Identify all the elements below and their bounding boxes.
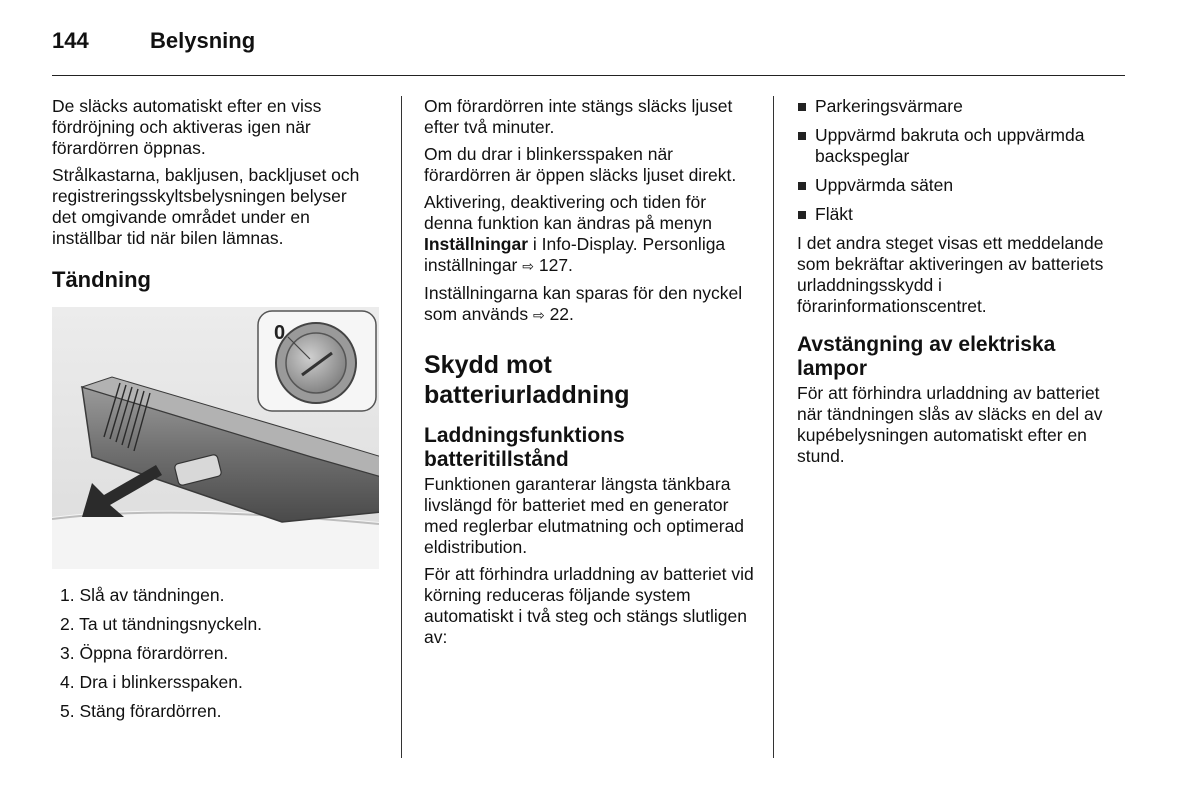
list-item: Uppvärmda säten bbox=[797, 175, 1127, 196]
column-3 bbox=[797, 96, 1127, 473]
list-item: Uppvärmd bakruta och uppvärmda backspeglar bbox=[797, 125, 1127, 167]
paragraph bbox=[424, 192, 754, 277]
column-divider bbox=[401, 96, 402, 758]
page-reference: 22. bbox=[549, 304, 574, 324]
paragraph: Strålkastarna, bakljusen, backljuset och registreringsskyltsbelysningen belyser det omgivande området under en inställbar tid när bilen lämnas. bbox=[52, 165, 360, 248]
list-item: Fläkt bbox=[797, 204, 1127, 225]
section-heading: Tändning bbox=[52, 267, 151, 292]
paragraph: För att förhindra urladdning av batteriet när tändningen slås av släcks en del av kupébelysningen automatiskt efter en stund. bbox=[797, 383, 1103, 466]
column-1 bbox=[52, 96, 370, 730]
paragraph: I det andra steget visas ett meddelande som bekräftar aktiveringen av batteriets urladdningsskydd i förarinformationscentret. bbox=[797, 233, 1104, 316]
column-divider bbox=[773, 96, 774, 758]
page-reference-icon: ⇨ bbox=[522, 258, 534, 274]
page-number: 144 bbox=[52, 28, 89, 53]
subsection-heading: Avstängning av elektriska lampor bbox=[797, 333, 1056, 380]
text-span: i Info-Display. Personliga inställningar bbox=[424, 234, 726, 275]
paragraph: Om du drar i blinkersspaken när förardörren är öppen släcks ljuset direkt. bbox=[424, 144, 737, 185]
chapter-heading: Skydd mot batteriurladdning bbox=[424, 351, 630, 409]
menu-name: Inställningar bbox=[424, 234, 529, 254]
subsection-heading: Laddningsfunktions batteritillstånd bbox=[424, 424, 625, 471]
text-span: Inställningarna kan sparas för den nyckel som används bbox=[424, 283, 743, 324]
column-2 bbox=[424, 96, 754, 654]
page-reference: 127. bbox=[538, 255, 573, 275]
turn-signal-lever-illustration bbox=[52, 307, 379, 569]
paragraph: För att förhindra urladdning av batteriet vid körning reduceras följande system automatiskt i två steg och stängs slutligen av: bbox=[424, 564, 754, 647]
page-reference-icon: ⇨ bbox=[532, 307, 545, 323]
paragraph: De släcks automatiskt efter en viss fördröjning och aktiveras igen när förardörren öppnas. bbox=[52, 96, 322, 158]
paragraph: Funktionen garanterar längsta tänkbara livslängd för batteriet med en generator med reglerbar elutmatning och optimerad eldistribution. bbox=[424, 474, 745, 557]
text-span: Aktivering, deaktivering och tiden för denna funktion kan ändras på menyn bbox=[424, 192, 712, 233]
header-rule bbox=[52, 75, 1125, 76]
list-item: 2. Ta ut tändningsnyckeln. bbox=[60, 614, 263, 634]
step-list bbox=[52, 585, 370, 722]
list-item: 1. Slå av tändningen. bbox=[60, 585, 225, 605]
list-item: 3. Öppna förardörren. bbox=[60, 643, 229, 663]
key-position-label: 0 bbox=[274, 322, 286, 344]
paragraph: Om förardörren inte stängs släcks ljuset efter två minuter. bbox=[424, 96, 733, 137]
list-item: 5. Stäng förardörren. bbox=[60, 701, 222, 721]
list-item: Parkeringsvärmare bbox=[797, 96, 1127, 117]
bullet-list bbox=[797, 96, 1127, 225]
list-item: 4. Dra i blinkersspaken. bbox=[60, 672, 243, 692]
paragraph bbox=[424, 283, 754, 326]
page-title: Belysning bbox=[150, 28, 256, 53]
